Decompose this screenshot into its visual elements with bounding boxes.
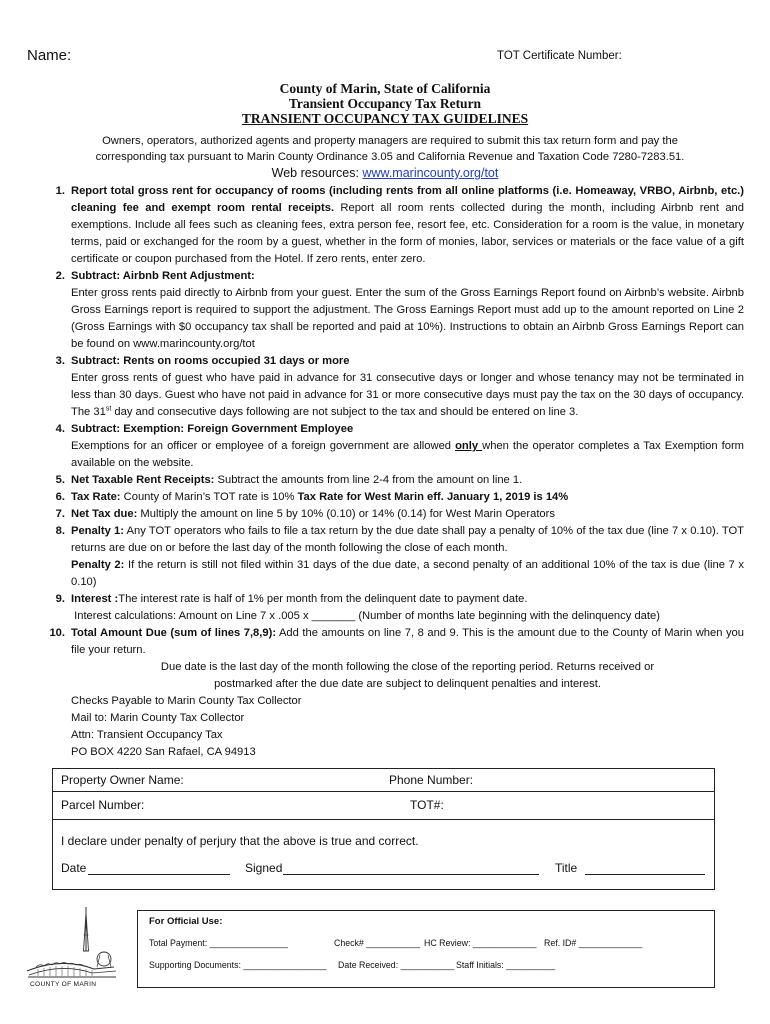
item-number: 1. [55,185,65,197]
attention-line: Attn: Transient Occupancy Tax [71,729,223,741]
item-number: 3. [55,355,65,367]
title-label: Title [555,861,578,875]
parcel-number-label: Parcel Number: [61,798,145,812]
item-heading: Subtract: Rents on rooms occupied 31 days or more [71,355,350,367]
county-of-marin-logo [22,905,122,997]
item-heading: Net Tax due: [71,508,138,520]
name-label: Name: [27,47,72,64]
item-heading: Total Amount Due (sum of lines 7,8,9): [71,627,277,639]
web-resources [0,166,770,180]
declaration-text: I declare under penalty of perjury that the above is true and correct. [61,834,419,848]
title-guidelines: TRANSIENT OCCUPANCY TAX GUIDELINES [241,111,529,126]
list-item [26,591,744,625]
staff-initials-field: Staff Initials: __________ [456,960,556,970]
hc-review-field: HC Review: _____________ [424,938,537,948]
list-item [26,506,744,523]
property-owner-label: Property Owner Name: [61,773,184,787]
item-heading: Interest : [71,593,119,605]
item-text: Enter gross rents paid directly to Airbnb from your guest. Enter the sum of the Gross Earnings Report found on Airbnb’s website. Airbnb Gross Earnings report is required to support the adjustment. The Gross Earnings Report must add up to the amount reported on Line 2 (Gross Earnings with $0 occupancy tax shall be reported and paid at 10%). Instructions to obtain an Airbnb Gross Earnings Report can be found on www.marincounty.org/tot [71,287,744,350]
web-resources-link[interactable]: www.marincounty.org/tot [362,166,499,180]
item-heading: Subtract: Exemption: Foreign Government Employee [71,423,354,435]
item-number: 10. [49,627,65,639]
list-item [26,489,744,506]
intro-paragraph: Owners, operators, authorized agents and property managers are required to submit this tax return form and pay the corresponding tax pursuant to Marin County Ordinance 3.05 and California Revenue and Taxation Code 7280-7283.51. [95,135,685,163]
checks-payable: Checks Payable to Marin County Tax Collector [71,695,302,707]
item-heading: Report total gross rent for occupancy of rooms (including rents from all online platforms (i.e. Homeaway, VRBO, Airbnb, etc.) cleaning fee and exempt room rental receipts. [71,185,744,214]
item-text: County of Marin’s TOT rate is 10% [120,491,298,503]
interest-calculation: Interest calculations: Amount on Line 7 x .005 x _______ (Number of months late beginning with the delinquency date) [71,610,660,622]
tot-certificate-label: TOT Certificate Number: [497,50,622,62]
item-heading: Penalty 2: [71,559,125,571]
official-use-heading: For Official Use: [149,916,223,927]
item-text: The interest rate is half of 1% per month from the delinquent date to payment date. [118,593,528,605]
item-emphasis: Tax Rate for West Marin eff. January 1, 2019 is 14% [297,491,569,503]
divider [53,791,714,792]
item-number: 6. [55,491,65,503]
due-date-line-2: postmarked after the due date are subject to delinquent penalties and interest. [214,678,601,690]
item-heading: Tax Rate: [71,491,121,503]
item-heading: Subtract: Airbnb Rent Adjustment: [71,270,255,282]
title-county: County of Marin, State of California [279,81,491,96]
list-item [26,421,744,472]
ref-id-field: Ref. ID# _____________ [544,938,643,948]
signed-label: Signed [245,861,283,875]
only-emphasis: only [455,440,483,452]
total-payment-field: Total Payment: ________________ [149,938,288,948]
phone-number-label: Phone Number: [389,773,474,787]
item-heading: Penalty 1: [71,525,124,537]
logo-text: COUNTY OF MARIN [30,981,97,988]
title-return: Transient Occupancy Tax Return [288,96,482,111]
item-number: 8. [55,525,65,537]
item-text: when the operator completes a Tax Exemption form available on the website. [71,440,745,469]
divider [53,819,714,820]
item-text: Add the amounts on line 7, 8 and 9. This is the amount due to the County of Marin when you file your return. [71,627,744,656]
list-item [26,472,744,489]
date-field[interactable] [88,874,230,875]
list-item [26,353,744,421]
check-number-field: Check# ___________ [334,938,421,948]
item-number: 5. [55,474,65,486]
item-number: 7. [55,508,65,520]
list-item [26,523,744,591]
mail-to: Mail to: Marin County Tax Collector [71,712,245,724]
item-text: Report all room rents collected during the month, including Airbnb rent and exemptions. Include all fees such as cleaning fees, extra person fee, resort fee, etc. Consideration for a room is the value, in monetary terms, paid or exchanged for the room by a guest, whether in the form of monies, labor, services or materials or the face value of a gift certificate or coupon purchased from the Hotel. If zero rents, enter zero. [71,202,745,265]
item-text: day and consecutive days following are not subject to the tax and should be entered on line 3. [111,406,579,418]
item-number: 2. [55,270,65,282]
item-heading: Net Taxable Rent Receipts: [71,474,215,486]
item-text: If the return is still not filed within 31 days of the due date, a second penalty of an additional 10% of the tax is due (line 7 x 0.10) [71,559,744,588]
title-field[interactable] [585,874,705,875]
item-text: Exemptions for an officer or employee of a foreign government are allowed [71,440,456,452]
ordinal-suffix: st [105,405,112,413]
due-date-line-1: Due date is the last day of the month following the close of the reporting period. Returns received or [160,661,655,673]
item-number: 9. [55,593,65,605]
date-label: Date [61,861,87,875]
guidelines-list [26,183,744,761]
signature-field[interactable] [283,874,539,875]
item-text: Subtract the amounts from line 2-4 from the amount on line 1. [214,474,523,486]
item-number: 4. [55,423,65,435]
item-text: Enter gross rents of guest who have paid in advance for 31 consecutive days or longer and whose tenancy may not be terminated in less than 30 days. Guest who have not paid in advance for 31 or more consecutive days must pay the tax on the 30 days of occupancy. The 31 [71,372,744,418]
official-use-box [137,910,715,988]
list-item [26,183,744,268]
item-text: Any TOT operators who fails to file a tax return by the due date shall pay a penalty of 10% of the tax due (line 7 x 0.10). TOT returns are due on or before the last day of the month following the close of each month. [71,525,744,554]
web-resources-label: Web resources: [271,166,363,180]
tot-number-label: TOT#: [410,798,444,812]
owner-info-form [52,768,715,890]
po-box: PO BOX 4220 San Rafael, CA 94913 [71,746,256,758]
list-item [26,625,744,659]
list-item [26,268,744,353]
supporting-documents-field: Supporting Documents: _________________ [149,960,327,970]
item-text: Multiply the amount on line 5 by 10% (0.10) or 14% (0.14) for West Marin Operators [137,508,555,520]
date-received-field: Date Received: ___________ [338,960,455,970]
